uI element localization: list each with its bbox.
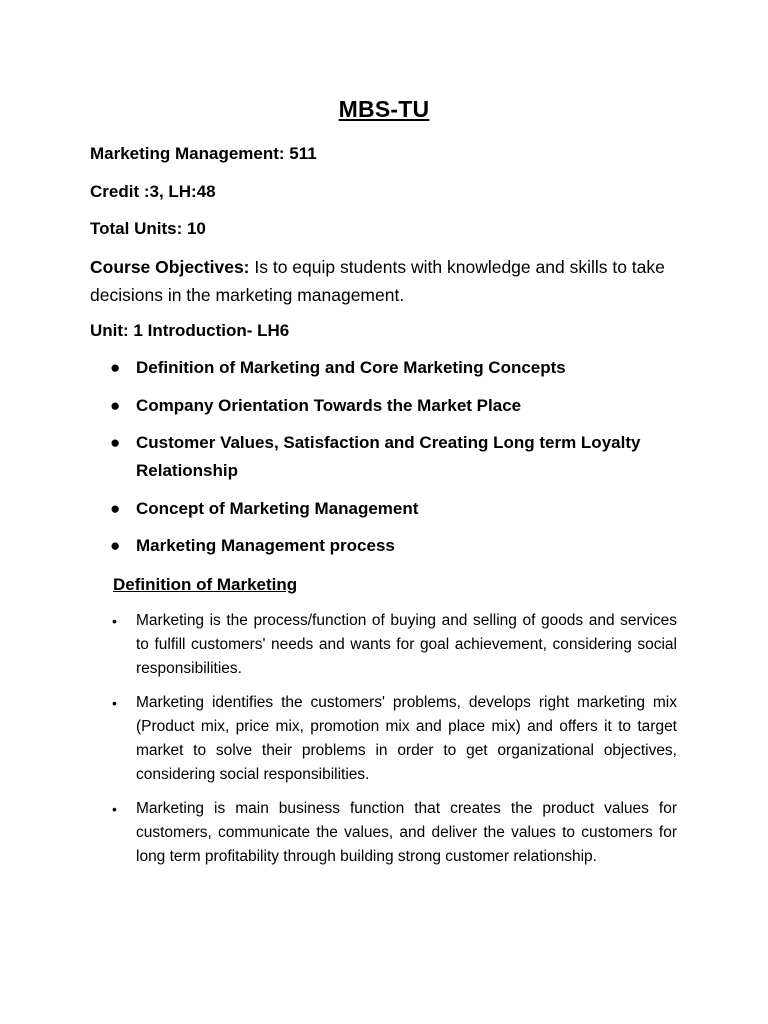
topic-text: Company Orientation Towards the Market Place [136,395,522,415]
bullet-icon: • [112,695,117,711]
topic-text: Customer Values, Satisfaction and Creating Long term Loyalty Relationship [136,433,641,480]
topic-text: Marketing Management process [136,536,395,555]
unit-topics-list [110,354,670,570]
bullet-icon: ● [110,395,121,415]
course-code-line: Marketing Management: 511 [90,144,317,163]
credit-line: Credit :3, LH:48 [90,182,216,201]
definition-heading: Definition of Marketing [113,575,298,594]
bullet-icon: ● [110,433,121,452]
list-item [110,429,670,485]
definition-text: Marketing is main business function that creates the product values for customers, communicate the values, and deliver the values to customers for long term profitability through building strong customer relationship. [136,800,677,865]
definition-text: Marketing is the process/function of buying and selling of goods and services to fulfill customers' needs and wants for goal achievement, considering social responsibilities. [136,612,677,677]
list-item [110,532,670,560]
bullet-icon: • [112,613,117,629]
list-item [110,691,677,787]
list-item [110,495,670,523]
course-objectives [90,253,670,309]
page-title: MBS-TU [338,96,430,122]
bullet-icon: ● [110,536,121,555]
course-objectives-label: Course Objectives: [90,257,250,277]
list-item [110,354,670,382]
topic-text: Definition of Marketing and Core Marketing Concepts [136,358,566,377]
definition-text: Marketing identifies the customers' problems, develops right marketing mix (Product mix, price mix, promotion mix and place mix) and offers it to target market to solve their problems in order to get organizational objectives, considering social responsibilities. [136,694,677,783]
bullet-icon: ● [110,498,121,518]
bullet-icon: • [112,801,117,817]
bullet-icon: ● [110,358,121,377]
total-units-line: Total Units: 10 [90,219,206,238]
topic-text: Concept of Marketing Management [136,498,419,518]
definition-list [110,609,677,879]
list-item [110,797,677,869]
course-objectives-text: Is to equip students with knowledge and skills to take decisions in the marketing management. [90,257,665,305]
list-item [110,392,670,420]
list-item [110,609,677,681]
unit-heading: Unit: 1 Introduction- LH6 [90,321,290,340]
